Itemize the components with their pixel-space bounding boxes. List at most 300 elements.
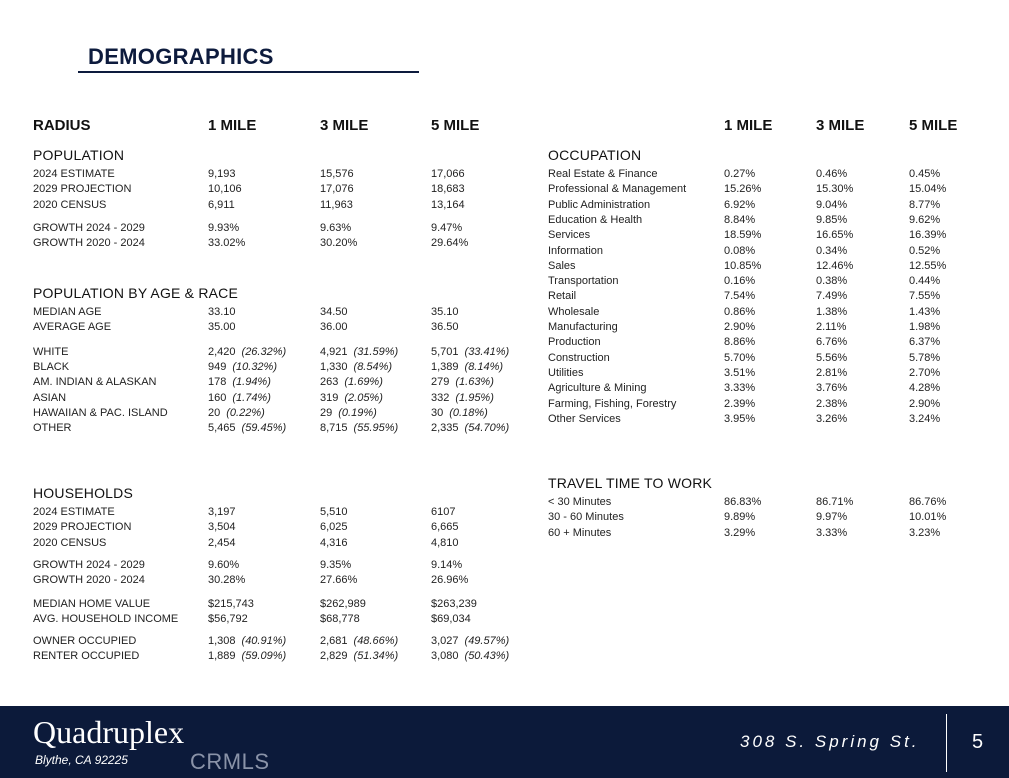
value-3-mile xyxy=(816,336,847,348)
value-5-mile xyxy=(431,361,503,373)
value-number: 16.39% xyxy=(909,229,947,242)
brand-name: Quadruplex xyxy=(33,714,185,750)
row-label: HAWAIIAN & PAC. ISLAND xyxy=(33,406,168,419)
row-label: Manufacturing xyxy=(548,321,618,333)
value-5-mile xyxy=(909,260,946,272)
value-5-mile xyxy=(909,336,940,348)
value-1-mile xyxy=(208,168,236,180)
value-1-mile xyxy=(208,306,236,318)
row-label: BLACK xyxy=(33,360,70,373)
value-5-mile xyxy=(431,199,465,211)
value-number: 0.27% xyxy=(724,168,756,180)
value-number: 30.28% xyxy=(208,574,246,587)
value-number: 2,335 xyxy=(431,422,459,435)
value-1-mile xyxy=(724,260,761,272)
title-underline xyxy=(78,71,419,73)
value-number: 9.14% xyxy=(431,558,463,571)
value-5-mile xyxy=(431,521,459,533)
row-label: AVG. HOUSEHOLD INCOME xyxy=(33,612,179,625)
value-number: 30 xyxy=(431,406,444,419)
value-number: 7.49% xyxy=(816,290,848,303)
value-3-mile xyxy=(816,398,847,410)
value-number: 3.26% xyxy=(816,412,848,425)
value-1-mile xyxy=(208,199,235,211)
value-number: 5,701 xyxy=(431,345,459,358)
value-number: 7.55% xyxy=(909,290,941,303)
value-5-mile xyxy=(431,506,455,518)
value-number: 2.90% xyxy=(724,321,756,333)
value-3-mile xyxy=(320,321,348,333)
value-1-mile xyxy=(724,306,755,318)
row-label: 2020 CENSUS xyxy=(33,536,107,549)
value-5-mile xyxy=(431,222,462,234)
value-percent: (33.41%) xyxy=(464,345,510,358)
value-1-mile xyxy=(724,336,755,348)
value-number: 1,389 xyxy=(431,360,459,373)
value-1-mile xyxy=(208,574,245,586)
value-number: 319 xyxy=(320,391,339,404)
value-number: 0.46% xyxy=(816,168,848,180)
value-number: 160 xyxy=(208,391,227,404)
value-3-mile xyxy=(320,537,348,549)
value-percent: (59.09%) xyxy=(241,650,287,663)
value-1-mile xyxy=(724,214,755,226)
value-1-mile xyxy=(724,245,755,257)
value-number: $263,239 xyxy=(431,597,477,610)
value-number: 4,921 xyxy=(320,345,348,358)
value-5-mile xyxy=(909,382,940,394)
value-number: 2.81% xyxy=(816,366,848,379)
value-number: $262,989 xyxy=(320,597,366,610)
value-5-mile xyxy=(431,598,477,610)
value-1-mile xyxy=(724,382,755,394)
value-5-mile xyxy=(431,537,459,549)
value-number: 0.08% xyxy=(724,244,756,257)
value-3-mile xyxy=(320,376,383,388)
header-5-mile-right: 5 MILE xyxy=(909,117,958,134)
row-label: 2024 ESTIMATE xyxy=(33,168,115,180)
value-3-mile xyxy=(816,168,847,180)
value-percent: (55.95%) xyxy=(353,422,399,435)
row-label: GROWTH 2024 - 2029 xyxy=(33,221,145,234)
header-3-mile-right: 3 MILE xyxy=(816,117,865,134)
value-number: 15.30% xyxy=(816,183,854,196)
value-3-mile xyxy=(320,183,354,195)
value-5-mile xyxy=(909,352,940,364)
value-number: 3,027 xyxy=(431,635,459,648)
value-5-mile xyxy=(431,183,465,195)
value-1-mile xyxy=(208,222,239,234)
value-3-mile xyxy=(816,527,847,539)
value-number: 12.55% xyxy=(909,259,947,272)
value-percent: (31.59%) xyxy=(353,345,399,358)
value-number: 6,911 xyxy=(208,198,235,211)
value-number: 34.50 xyxy=(320,306,348,318)
value-1-mile xyxy=(208,650,286,662)
value-number: 3.24% xyxy=(909,412,941,425)
value-5-mile xyxy=(431,650,509,662)
value-number: 3.33% xyxy=(816,526,848,539)
row-label: 30 - 60 Minutes xyxy=(548,511,624,524)
value-percent: (49.57%) xyxy=(464,635,510,648)
page-title: DEMOGRAPHICS xyxy=(88,44,274,69)
value-3-mile xyxy=(320,361,392,373)
value-percent: (1.74%) xyxy=(232,391,271,404)
value-number: $56,792 xyxy=(208,612,248,625)
value-3-mile xyxy=(320,574,357,586)
value-number: 263 xyxy=(320,376,339,389)
value-5-mile xyxy=(909,367,940,379)
row-label: ASIAN xyxy=(33,391,67,404)
value-number: 9.04% xyxy=(816,198,848,211)
section-title-households: HOUSEHOLDS xyxy=(33,485,134,501)
value-3-mile xyxy=(320,306,348,318)
value-1-mile xyxy=(208,559,239,571)
value-5-mile xyxy=(431,306,459,318)
value-number: 8.77% xyxy=(909,198,941,211)
value-1-mile xyxy=(208,361,277,373)
value-number: $215,743 xyxy=(208,597,254,610)
row-label: Professional & Management xyxy=(548,183,687,196)
value-number: 3,080 xyxy=(431,650,459,663)
value-5-mile xyxy=(909,321,940,333)
value-3-mile xyxy=(816,183,853,195)
value-3-mile xyxy=(816,229,853,241)
row-label: GROWTH 2020 - 2024 xyxy=(33,574,145,587)
value-5-mile xyxy=(909,511,946,523)
value-5-mile xyxy=(431,574,468,586)
row-label: AVERAGE AGE xyxy=(33,321,112,334)
value-percent: (26.32%) xyxy=(241,345,287,358)
row-label: Wholesale xyxy=(548,305,600,318)
row-label: Real Estate & Finance xyxy=(548,168,658,180)
value-number: 2,681 xyxy=(320,635,348,648)
value-3-mile xyxy=(816,199,847,211)
row-label: RENTER OCCUPIED xyxy=(33,650,140,663)
row-label: 60 + Minutes xyxy=(548,526,612,539)
value-number: 33.10 xyxy=(208,306,236,318)
value-number: 3.29% xyxy=(724,526,756,539)
value-3-mile xyxy=(816,306,847,318)
row-label: OWNER OCCUPIED xyxy=(33,635,137,648)
value-3-mile xyxy=(320,521,348,533)
value-number: 5.56% xyxy=(816,351,848,364)
value-number: 0.16% xyxy=(724,275,756,288)
value-3-mile xyxy=(320,422,398,434)
value-number: 36.50 xyxy=(431,321,459,334)
value-number: 3.95% xyxy=(724,412,756,425)
row-label: Services xyxy=(548,229,591,242)
value-3-mile xyxy=(816,245,847,257)
value-number: 6.37% xyxy=(909,336,941,349)
value-1-mile xyxy=(724,398,755,410)
value-5-mile xyxy=(909,290,940,302)
value-number: 2.90% xyxy=(909,397,941,410)
value-percent: (0.22%) xyxy=(226,406,265,419)
value-number: 6.92% xyxy=(724,198,756,211)
value-1-mile xyxy=(208,237,245,249)
value-number: 18.59% xyxy=(724,229,762,242)
value-number: 1.43% xyxy=(909,305,941,318)
value-number: 9.89% xyxy=(724,511,756,524)
value-5-mile xyxy=(909,214,940,226)
value-number: 86.76% xyxy=(909,496,947,508)
value-number: 12.46% xyxy=(816,259,854,272)
row-label: GROWTH 2024 - 2029 xyxy=(33,558,145,571)
value-percent: (1.63%) xyxy=(455,376,494,389)
value-number: 2.70% xyxy=(909,366,941,379)
value-number: 16.65% xyxy=(816,229,854,242)
value-percent: (0.19%) xyxy=(338,406,377,419)
value-5-mile xyxy=(909,199,940,211)
value-1-mile xyxy=(724,275,755,287)
value-5-mile xyxy=(431,559,462,571)
value-number: 3,197 xyxy=(208,506,236,518)
value-number: 1,330 xyxy=(320,360,348,373)
header-1-mile-left: 1 MILE xyxy=(208,117,257,134)
value-number: 3.33% xyxy=(724,382,756,395)
value-number: 4,316 xyxy=(320,536,348,549)
value-number: 6107 xyxy=(431,506,456,518)
value-percent: (8.54%) xyxy=(353,360,393,373)
header-1-mile-right: 1 MILE xyxy=(724,117,773,134)
value-number: 9.35% xyxy=(320,558,352,571)
property-city: Blythe, CA 92225 xyxy=(35,753,128,767)
value-3-mile xyxy=(816,352,847,364)
value-number: 1,308 xyxy=(208,635,236,648)
value-percent: (0.18%) xyxy=(449,406,488,419)
value-number: 15.04% xyxy=(909,183,947,196)
row-label: GROWTH 2020 - 2024 xyxy=(33,237,145,250)
value-number: 35.10 xyxy=(431,306,459,318)
value-number: $68,778 xyxy=(320,612,360,625)
value-number: 4,810 xyxy=(431,536,459,549)
value-1-mile xyxy=(724,321,755,333)
value-1-mile xyxy=(724,527,755,539)
value-number: 0.38% xyxy=(816,275,848,288)
value-number: $69,034 xyxy=(431,612,471,625)
value-number: 6,025 xyxy=(320,521,348,534)
value-3-mile xyxy=(320,506,348,518)
value-percent: (59.45%) xyxy=(241,422,287,435)
header-5-mile-left: 5 MILE xyxy=(431,117,480,134)
value-percent: (2.05%) xyxy=(344,391,383,404)
value-number: 9.47% xyxy=(431,221,463,234)
value-5-mile xyxy=(909,527,940,539)
value-3-mile xyxy=(320,392,383,404)
value-5-mile xyxy=(431,237,468,249)
section-title-population: POPULATION xyxy=(33,147,125,163)
value-1-mile xyxy=(208,537,236,549)
value-number: 17,076 xyxy=(320,183,354,196)
value-3-mile xyxy=(320,346,398,358)
row-label: Retail xyxy=(548,290,577,303)
value-3-mile xyxy=(320,237,357,249)
value-3-mile xyxy=(320,613,360,625)
row-label: 2020 CENSUS xyxy=(33,198,107,211)
value-1-mile xyxy=(208,346,286,358)
value-number: 35.00 xyxy=(208,321,236,334)
value-percent: (1.94%) xyxy=(232,376,271,389)
header-radius: RADIUS xyxy=(33,117,91,134)
value-number: 36.00 xyxy=(320,321,348,334)
value-number: 332 xyxy=(431,391,450,404)
value-5-mile xyxy=(909,306,940,318)
row-label: 2024 ESTIMATE xyxy=(33,506,115,518)
value-3-mile xyxy=(320,650,398,662)
value-5-mile xyxy=(431,376,494,388)
value-1-mile xyxy=(208,376,271,388)
value-number: 3.76% xyxy=(816,382,848,395)
value-number: 279 xyxy=(431,376,450,389)
row-label: AM. INDIAN & ALASKAN xyxy=(33,376,157,389)
row-label: Education & Health xyxy=(548,213,643,226)
value-number: 86.71% xyxy=(816,496,854,508)
value-number: 10.85% xyxy=(724,259,762,272)
section-title-population-by-age-race: POPULATION BY AGE & RACE xyxy=(33,285,239,301)
value-number: 33.02% xyxy=(208,237,246,250)
footer-divider xyxy=(946,714,947,772)
crmls-watermark: CRMLS xyxy=(190,749,270,774)
value-number: 0.45% xyxy=(909,168,941,180)
row-label: Information xyxy=(548,244,604,257)
value-5-mile xyxy=(909,275,940,287)
value-number: 17,066 xyxy=(431,168,465,180)
value-1-mile xyxy=(724,511,755,523)
value-number: 29 xyxy=(320,406,333,419)
value-1-mile xyxy=(208,422,286,434)
value-1-mile xyxy=(208,635,286,647)
value-number: 9,193 xyxy=(208,168,236,180)
value-percent: (54.70%) xyxy=(464,422,510,435)
value-number: 10,106 xyxy=(208,183,242,196)
value-percent: (40.91%) xyxy=(241,635,287,648)
value-number: 949 xyxy=(208,360,227,373)
value-5-mile xyxy=(431,422,509,434)
value-number: 20 xyxy=(208,406,221,419)
value-number: 178 xyxy=(208,376,227,389)
value-percent: (48.66%) xyxy=(353,635,399,648)
row-label: < 30 Minutes xyxy=(548,496,612,508)
value-3-mile xyxy=(816,367,847,379)
value-3-mile xyxy=(320,559,351,571)
value-5-mile xyxy=(431,321,459,333)
value-5-mile xyxy=(909,229,946,241)
value-number: 18,683 xyxy=(431,183,465,196)
value-5-mile xyxy=(431,346,509,358)
value-number: 1.38% xyxy=(816,305,848,318)
row-label: MEDIAN HOME VALUE xyxy=(33,597,151,610)
value-percent: (1.95%) xyxy=(455,391,494,404)
row-label: Agriculture & Mining xyxy=(548,382,647,395)
value-1-mile xyxy=(724,183,761,195)
value-number: 2.39% xyxy=(724,397,756,410)
value-5-mile xyxy=(431,613,471,625)
value-3-mile xyxy=(816,496,853,508)
row-label: MEDIAN AGE xyxy=(33,306,102,318)
row-label: Construction xyxy=(548,351,610,364)
value-number: 3.23% xyxy=(909,526,941,539)
value-percent: (51.34%) xyxy=(353,650,399,663)
row-label: Farming, Fishing, Forestry xyxy=(548,397,677,410)
value-1-mile xyxy=(724,199,755,211)
value-percent: (50.43%) xyxy=(464,650,510,663)
value-number: 2.11% xyxy=(816,321,847,333)
value-3-mile xyxy=(320,598,366,610)
value-number: 9.93% xyxy=(208,221,240,234)
value-5-mile xyxy=(431,392,494,404)
value-1-mile xyxy=(724,413,755,425)
row-label: Public Administration xyxy=(548,198,651,211)
value-3-mile xyxy=(320,635,398,647)
page-number: 5 xyxy=(972,731,984,753)
value-number: 2.38% xyxy=(816,397,848,410)
value-5-mile xyxy=(431,407,488,419)
value-number: 0.52% xyxy=(909,244,941,257)
value-5-mile xyxy=(909,398,940,410)
value-5-mile xyxy=(909,168,940,180)
value-number: 8.86% xyxy=(724,336,756,349)
value-number: 13,164 xyxy=(431,198,465,211)
row-label: Utilities xyxy=(548,366,584,379)
value-5-mile xyxy=(909,183,946,195)
value-number: 10.01% xyxy=(909,511,947,524)
value-number: 27.66% xyxy=(320,574,358,587)
value-number: 5,510 xyxy=(320,506,348,518)
value-1-mile xyxy=(724,496,761,508)
row-label: Transportation xyxy=(548,275,619,288)
value-number: 11,963 xyxy=(320,198,353,211)
row-label: OTHER xyxy=(33,422,72,435)
row-label: Production xyxy=(548,336,601,349)
value-number: 9.60% xyxy=(208,558,240,571)
value-3-mile xyxy=(320,407,377,419)
row-label: WHITE xyxy=(33,345,69,358)
value-number: 8,715 xyxy=(320,422,348,435)
value-5-mile xyxy=(431,168,465,180)
value-number: 86.83% xyxy=(724,496,762,508)
value-number: 0.86% xyxy=(724,305,756,318)
value-number: 0.34% xyxy=(816,244,848,257)
value-3-mile xyxy=(816,214,847,226)
value-3-mile xyxy=(320,199,353,211)
value-1-mile xyxy=(208,321,236,333)
value-1-mile xyxy=(208,613,248,625)
value-number: 7.54% xyxy=(724,290,756,303)
section-title-occupation: OCCUPATION xyxy=(548,147,642,163)
value-3-mile xyxy=(816,260,853,272)
value-number: 5,465 xyxy=(208,422,236,435)
value-number: 9.63% xyxy=(320,221,352,234)
value-3-mile xyxy=(816,511,847,523)
value-number: 6.76% xyxy=(816,336,848,349)
value-1-mile xyxy=(724,290,755,302)
value-3-mile xyxy=(816,382,847,394)
value-5-mile xyxy=(909,496,946,508)
value-number: 29.64% xyxy=(431,237,469,250)
value-number: 15.26% xyxy=(724,183,762,196)
section-title-travel-time-to-work: TRAVEL TIME TO WORK xyxy=(548,475,713,491)
value-3-mile xyxy=(816,413,847,425)
row-label: Other Services xyxy=(548,412,621,425)
value-1-mile xyxy=(208,521,236,533)
value-number: 3,504 xyxy=(208,521,236,534)
value-number: 26.96% xyxy=(431,574,469,587)
value-number: 5.70% xyxy=(724,351,756,364)
value-5-mile xyxy=(909,245,940,257)
value-3-mile xyxy=(816,321,846,333)
value-number: 6,665 xyxy=(431,521,459,534)
